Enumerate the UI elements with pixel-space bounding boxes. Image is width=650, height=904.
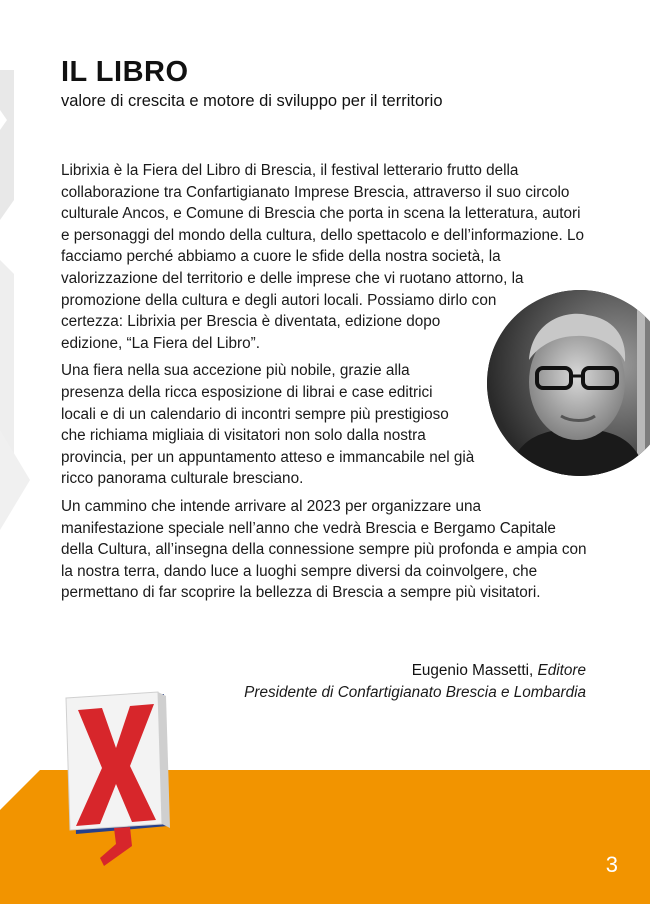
signature-block xyxy=(244,660,586,704)
author-title: Presidente di Confartigianato Brescia e Lombardia xyxy=(244,684,586,701)
page-number: 3 xyxy=(605,852,618,877)
paragraph-intro: Librixia è la Fiera del Libro di Brescia, il festival letterario frutto della collaborazione tra Confartigianato Imprese Brescia, attraverso il suo circolo culturale Ancos, e Comune di Brescia che porta in scena la letteratura, autori e personaggi del mondo della cultura, dello spettacolo e dell’informazione. Lo facciamo perché abbiamo a cuore le sfide della nostra società, la valorizzazione del territorio e delle imprese che vi ruotano attorno, la promozione della cultura e degli autori locali. Possiamo dirlo con certezza: Librixia per Brescia è diventata, edizione dopo edizione, “La Fiera del Libro”. xyxy=(61,162,584,352)
paragraph-future: Un cammino che intende arrivare al 2023 per organizzare una manifestazione speciale nell’anno che vedrà Brescia e Bergamo Capitale della Cultura, all’insegna della connessione sempre più profonda e ampia con la nostra terra, dando luce a luoghi sempre diversi da coinvolgere, che permettano di far scoprire la bellezza di Brescia a sempre più visitatori. xyxy=(61,497,587,602)
author-name: Eugenio Massetti, xyxy=(411,662,534,679)
page-title: IL LIBRO xyxy=(61,56,189,88)
librixia-book-logo xyxy=(58,688,178,868)
decorative-chevron-lower xyxy=(0,430,40,550)
decorative-chevron-top xyxy=(0,70,22,230)
paragraph-fair: Una fiera nella sua accezione più nobile, grazie alla presenza della ricca esposizione di librai e case editrici locali e di un calendario di incontri sempre più prestigioso che richiama migliaia di visitatori non solo dalla nostra provincia, per un appuntamento atteso e immancabile nel già ricco panorama culturale bresciano. xyxy=(61,362,475,488)
page-subtitle: valore di crescita e motore di sviluppo per il territorio xyxy=(61,92,443,110)
author-role: Editore xyxy=(537,662,586,679)
